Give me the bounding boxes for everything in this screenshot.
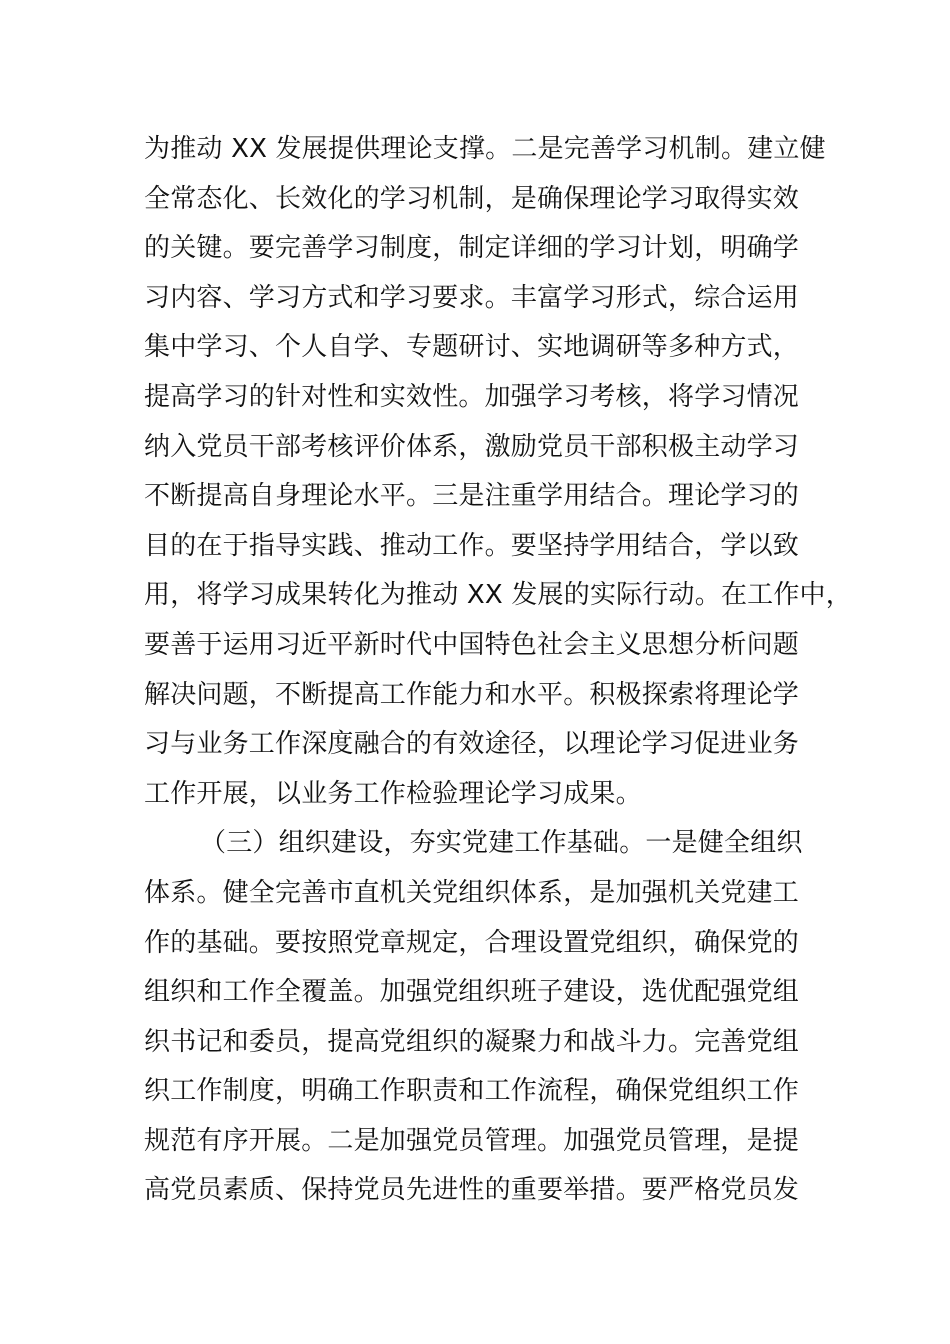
text-line: 为推动 XX 发展提供理论支撑。二是完善学习机制。建立健 <box>144 134 826 164</box>
text-line: 不断提高自身理论水平。三是注重学用结合。理论学习的 <box>144 481 800 512</box>
text-line: 提高学习的针对性和实效性。加强学习考核，将学习情况 <box>144 381 800 412</box>
text-line: 解决问题，不断提高工作能力和水平。积极探索将理论学 <box>144 679 800 710</box>
text-line: 全常态化、长效化的学习机制，是确保理论学习取得实效 <box>144 183 800 214</box>
text-line: 织工作制度，明确工作职责和工作流程，确保党组织工作 <box>144 1076 800 1107</box>
text-line: 工作开展，以业务工作检验理论学习成果。 <box>144 778 642 809</box>
text-line: 要善于运用习近平新时代中国特色社会主义思想分析问题 <box>144 629 800 660</box>
text-line: 织书记和委员，提高党组织的凝聚力和战斗力。完善党组 <box>144 1026 800 1057</box>
document-body-text <box>144 125 852 1216</box>
text-line: 目的在于指导实践、推动工作。要坚持学用结合，学以致 <box>144 530 800 561</box>
text-line: 规范有序开展。二是加强党员管理。加强党员管理，是提 <box>144 1125 800 1156</box>
text-line: 的关键。要完善学习制度，制定详细的学习计划，明确学 <box>144 233 800 264</box>
text-line: 习内容、学习方式和学习要求。丰富学习形式，综合运用 <box>144 282 800 313</box>
section-heading-line: （三）组织建设，夯实党建工作基础。一是健全组织 <box>200 828 803 859</box>
text-line: 组织和工作全覆盖。加强党组织班子建设，选优配强党组 <box>144 977 800 1008</box>
text-line: 习与业务工作深度融合的有效途径，以理论学习促进业务 <box>144 729 800 760</box>
text-line: 作的基础。要按照党章规定，合理设置党组织，确保党的 <box>144 927 800 958</box>
text-line: 用，将学习成果转化为推动 XX 发展的实际行动。在工作中， <box>144 580 852 611</box>
text-line: 高党员素质、保持党员先进性的重要举措。要严格党员发 <box>144 1175 800 1206</box>
text-line: 体系。健全完善市直机关党组织体系，是加强机关党建工 <box>144 877 800 908</box>
text-line: 纳入党员干部考核评价体系，激励党员干部积极主动学习 <box>144 431 800 462</box>
text-line: 集中学习、个人自学、专题研讨、实地调研等多种方式， <box>144 332 800 363</box>
